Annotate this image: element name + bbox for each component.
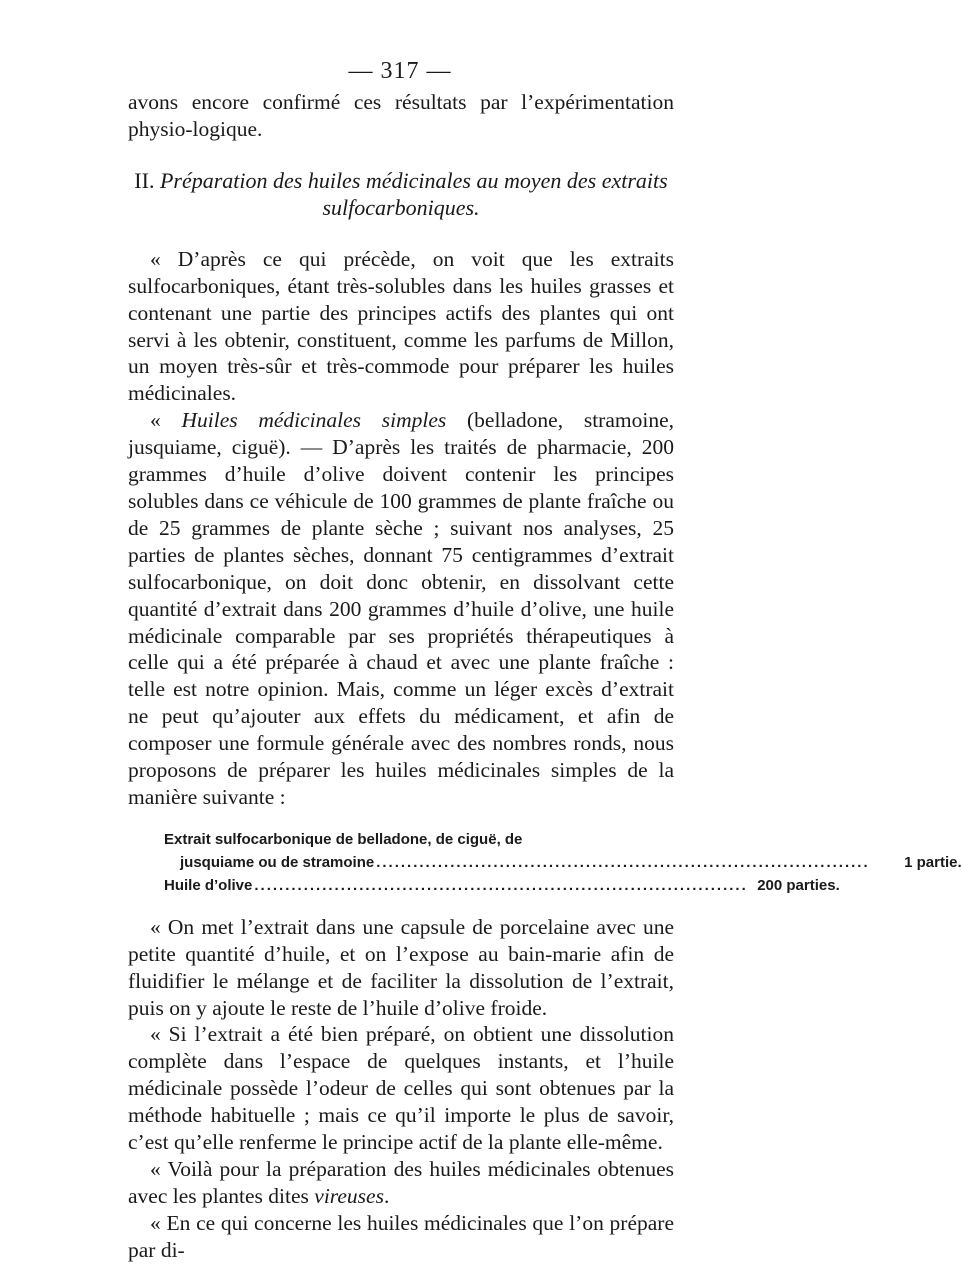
paragraph-5-italic: vireuses [314, 1183, 384, 1208]
paragraph-6: « En ce qui concerne les huiles médicinales que l’on prépare par di- [128, 1210, 674, 1262]
section-heading [128, 167, 674, 221]
section-numeral: II. [134, 167, 155, 193]
recipe-line-2 [164, 851, 962, 874]
paragraph-2-open: « [150, 408, 182, 433]
paragraph-continuation: avons encore confirmé ces résultats par l’expérimentation physio-logique. [128, 90, 674, 141]
body-text [128, 89, 962, 1264]
paragraph-5-main: « Voilà pour la préparation des huiles médicinales obtenues avec les plantes dites [128, 1157, 674, 1208]
recipe-line-2-quantity: 1 partie. [904, 853, 962, 871]
recipe-line-3 [164, 874, 840, 897]
recipe-line-1-label: Extrait sulfocarbonique de belladone, de ciguë, de [164, 830, 523, 848]
section-title: Préparation des huiles médicinales au moyen des extraits sulfocarboniques. [159, 167, 668, 220]
recipe-line-2-label: jusquiame ou de stramoine [180, 853, 375, 871]
recipe-line-3-quantity: 200 parties. [757, 876, 840, 894]
paragraph-2-italic: Huiles médicinales simples [181, 408, 447, 433]
paragraph-5-end: . [383, 1183, 390, 1208]
recipe-line-2-leader: ................................................................................ [376, 853, 870, 871]
paragraph-3: « On met l’extrait dans une capsule de porcelaine avec une petite quantité d’huile, et on l’expose au bain-marie afin de fluidifier le mélange et de faciliter la dissolution de l’extrait, puis on y ajoute le reste de l’huile d’olive froide. [128, 914, 674, 1020]
recipe-line-1 [164, 828, 666, 851]
paragraph-2-rest: (belladone, stramoine, jusquiame, ciguë). — D’après les traités de pharmacie, 200 grammes d’huile d’olive doivent contenir les principes solubles dans ce véhicule de 100 grammes de plante fraîche ou de 25 grammes de plante sèche ; suivant nos analyses, 25 parties de plantes sèches, donnant 75 centigrammes d’extrait sulfocarbonique, on doit donc obtenir, en dissolvant cette quantité d’extrait dans 200 grammes d’huile d’olive, une huile médicinale comparable par ses propriétés thérapeutiques à celle qui a été préparée à chaud et avec une plante fraîche : telle est notre opinion. Mais, comme un léger excès d’extrait ne peut qu’ajouter aux effets du médicament, et afin de composer une formule générale avec des nombres ronds, nous proposons de préparer les huiles médicinales simples de la manière suivante : [128, 408, 674, 809]
paragraph-4: « Si l’extrait a été bien préparé, on obtient une dissolution complète dans l’espace de quelques instants, et l’huile médicinale possède l’odeur de celles qui sont obtenues par la méthode habituelle ; mais ce qu’il importe le plus de savoir, c’est qu’elle renferme le principe actif de la plante elle-même. [128, 1022, 674, 1155]
recipe-line-3-leader: ................................................................................ [254, 876, 748, 894]
page-number: — 317 — [348, 58, 452, 84]
paragraph-1: « D’après ce qui précède, on voit que les extraits sulfocarboniques, étant très-solubles dans les huiles grasses et contenant une partie des principes actifs des plantes qui ont servi à les obtenir, constituent, comme les parfums de Millon, un moyen très-sûr et très-commode pour préparer les huiles médicinales. [128, 246, 674, 406]
recipe-line-3-label: Huile d’olive [164, 876, 253, 894]
recipe-formula [164, 828, 962, 897]
paragraph-5 [128, 1156, 674, 1210]
paragraph-2 [128, 407, 674, 811]
